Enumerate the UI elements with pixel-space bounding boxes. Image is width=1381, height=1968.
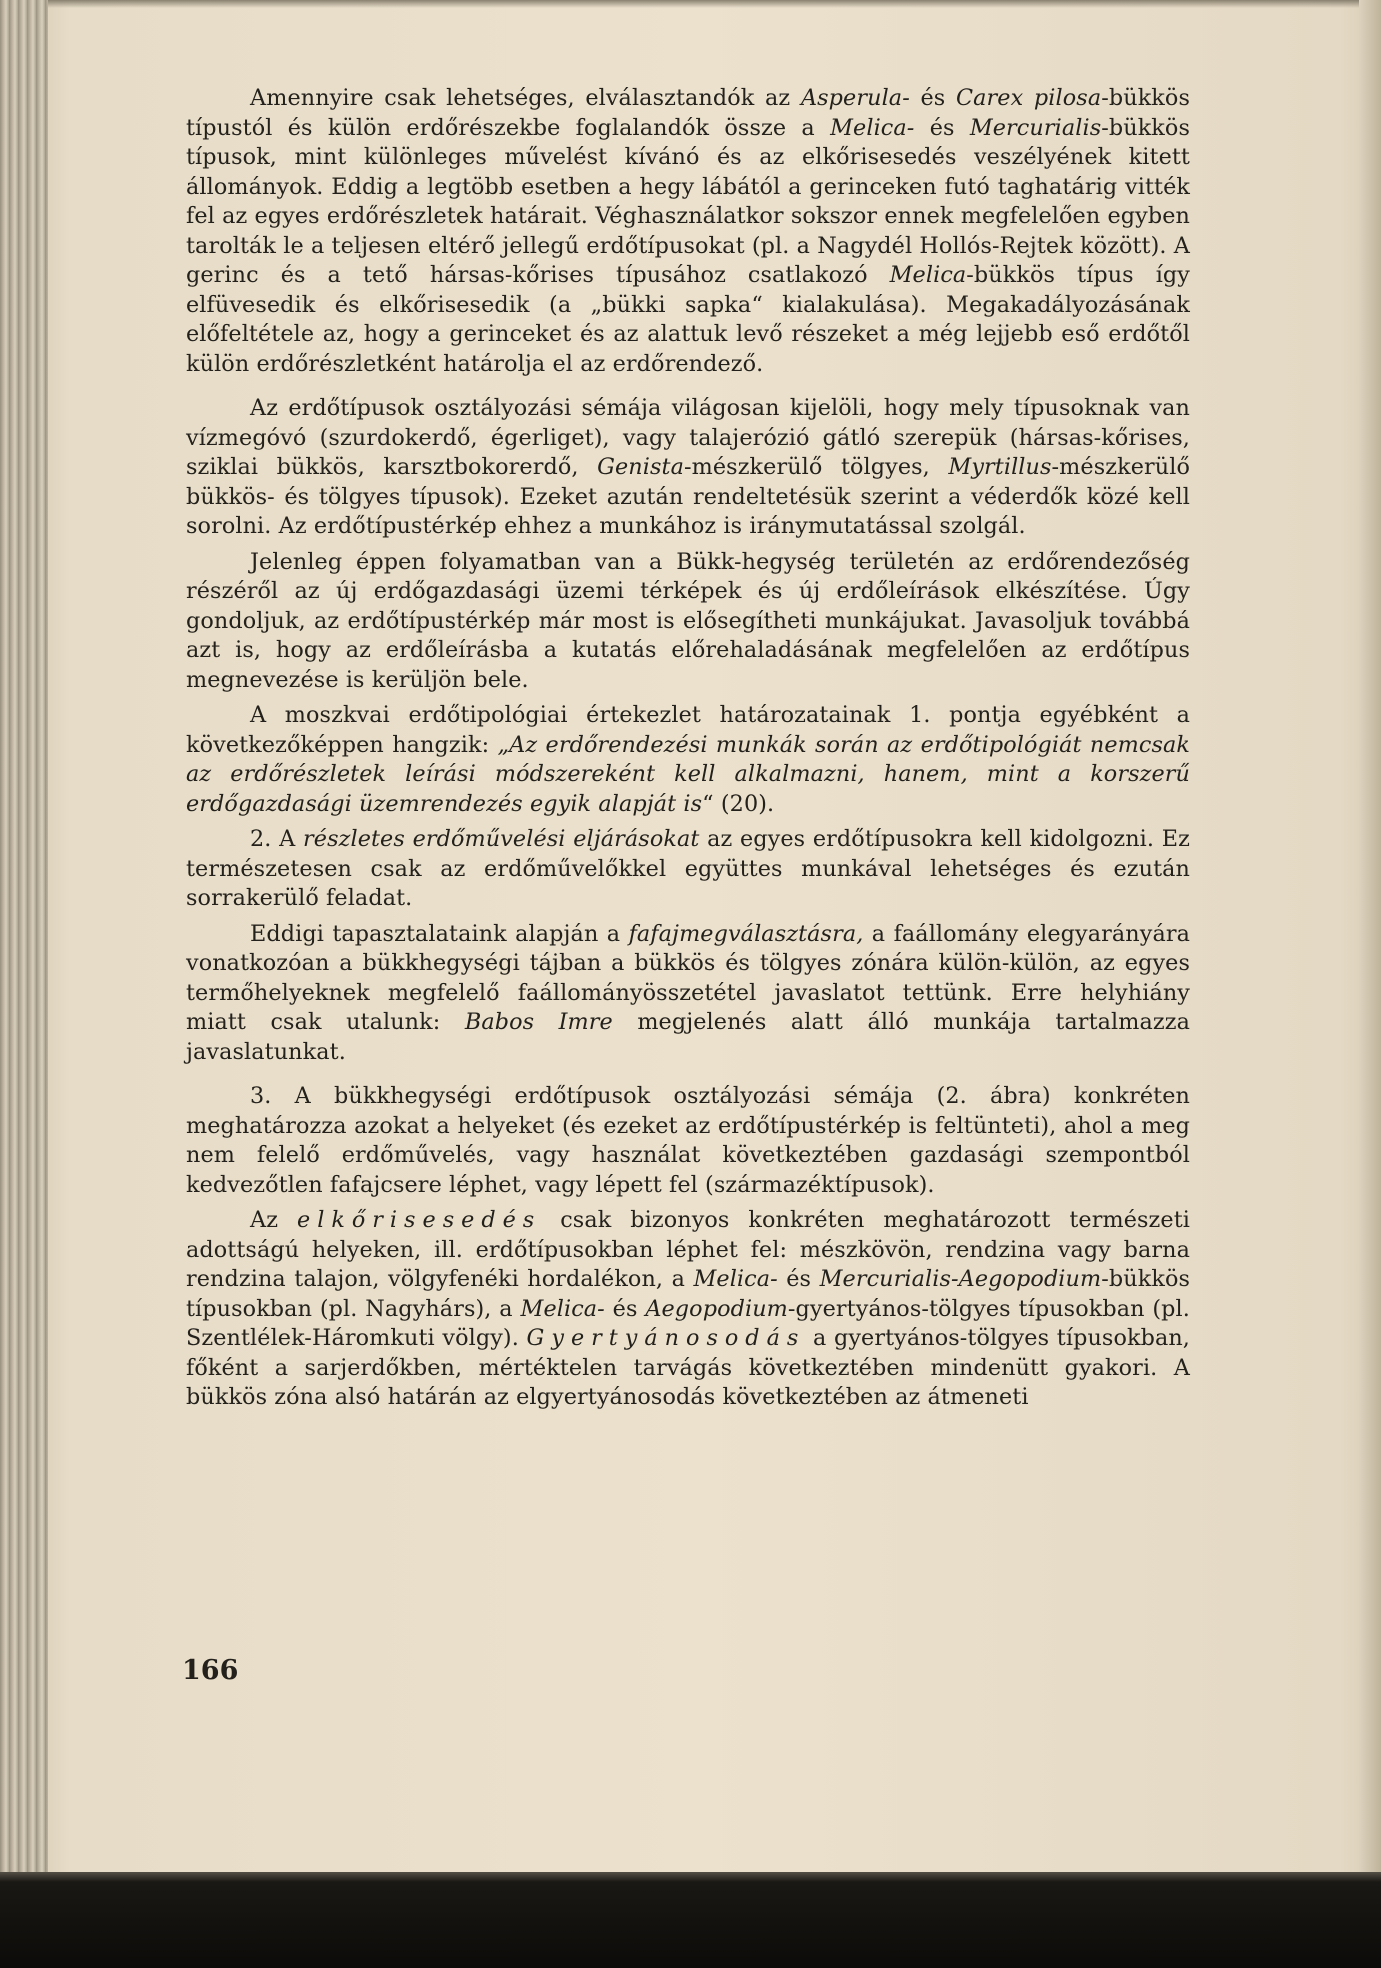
text-run: és [604, 1295, 646, 1322]
paragraph [186, 84, 1190, 379]
text-run: és [914, 114, 970, 141]
paragraph [186, 1082, 1190, 1200]
text-run: és [909, 85, 956, 111]
scan-bottom-edge [0, 1872, 1381, 1968]
text-run: Jelenleg éppen folyamatban van a Bükk-hegység területén az erdőrendezőség részéről az új erdőgazdasági üzemi térképek és új erdőleírások elkészítése. Úgy gondoljuk, az erdőtípustérkép már most is elősegítheti munkájukat. Javasoljuk továbbá azt is, hogy az erdőleírásba a kutatás előrehaladásának megfelelően az erdőtípus megnevezése is kerüljön bele. [186, 548, 1190, 693]
text-run: Az erdőtípusok osztályozási sémája világosan kijelöli, hogy mely típusoknak van vízmegóvó (szurdokerdő, égerliget), vagy talajerózió gátló szerepük (hársas-kőrises, sziklai bükkös, karsztbokorerdő, [186, 395, 1190, 480]
book-spine-gutter [0, 0, 48, 1968]
page-top-shadow [48, 0, 1359, 8]
spaced-emphasis-text: elkőrisesedés [297, 1207, 542, 1233]
text-run: -bükkös típusok, mint különleges művelést kívánó és az elkőrisesedés veszélyének kitett állományok. Eddig a legtöbb esetben a hegy lábától a gerinceken futó taghatárig vitték fel az egyes erdőrészletek határait. Véghasználatkor sokszor ennek megfelelően egyben tarolták le a teljesen eltérő jellegű erdőtípusokat (pl. a Nagydél Hollós-Rejtek között). A gerinc és a tető hársas-kőrises típusához csatlakozó [186, 114, 1190, 288]
text-run: Az [250, 1207, 297, 1233]
italic-text: Melica [889, 262, 967, 288]
page-right-edge [1359, 0, 1381, 1968]
paragraph [186, 825, 1190, 914]
text-run: és [777, 1266, 820, 1292]
italic-text: Melica- [520, 1295, 605, 1322]
text-run: -bükkös típustól és külön erdőrészekbe foglalandók össze a [186, 85, 1190, 141]
text-run: Amennyire csak lehetséges, elválasztandók az [250, 85, 801, 111]
paragraph [186, 548, 1190, 696]
italic-text: Asperula- [800, 85, 910, 111]
body-text [186, 84, 1190, 1413]
page-number: 166 [182, 1655, 239, 1686]
paragraph [186, 1206, 1190, 1413]
italic-text: Babos Imre [464, 1009, 613, 1035]
paragraph [186, 701, 1190, 819]
text-run: Eddigi tapasztalataink alapján a [250, 920, 629, 947]
italic-text: Aegopodium [645, 1295, 788, 1322]
paragraph [186, 920, 1190, 1068]
text-run: -bükkös típus így elfüvesedik és elkőrisesedik (a „bükki sapka“ kialakulása). Megakadályozásának előfeltétele az, hogy a gerinceket és az alattuk levő részeket a még lejjebb eső erdőtől külön erdőrészletként határolja el az erdőrendező. [186, 262, 1190, 377]
text-run: a gyertyános-tölgyes típusokban, főként a sarjerdőkben, mértéktelen tarvágás következtében mindenütt gyakori. A bükkös zóna alsó határán az elgyertyánosodás következtében az átmeneti [186, 1325, 1190, 1410]
text-run: megjelenés alatt álló munkája tartalmazza javaslatunkat. [186, 1009, 1190, 1065]
text-run: csak bizonyos konkréten meghatározott természeti adottságú helyeken, ill. erdőtípusokban léphet fel: mészkövön, rendzina vagy barna rendzina talajon, völgyfenéki hordalékon, a [186, 1207, 1190, 1292]
italic-text: fafajmegválasztásra, [628, 920, 864, 947]
italic-text: Melica- [830, 114, 915, 141]
text-run: -mészkerülő tölgyes, [684, 454, 949, 480]
text-run: -gyertyános-tölgyes típusokban (pl. Szentlélek-Háromkuti völgy). [186, 1295, 1190, 1351]
italic-text: Mercurialis [969, 114, 1102, 141]
spaced-emphasis-text: Gyertyánosodás [526, 1325, 806, 1351]
text-run: -mészkerülő bükkös- és tölgyes típusok). Ezeket azután rendeltetésük szerint a véderdők közé kell sorolni. Az erdőtípustérkép ehhez a munkához is iránymutatással szolgál. [186, 454, 1190, 539]
italic-text: Melica- [693, 1266, 778, 1292]
italic-text: Myrtillus [948, 454, 1052, 480]
text-run: 3. A bükkhegységi erdőtípusok osztályozási sémája (2. ábra) konkréten meghatározza azokat a helyeket (és ezeket az erdőtípustérkép is feltünteti), ahol a meg nem felelő erdőművelés, vagy használat következtében gazdasági szempontból kedvezőtlen fafajcsere léphet, vagy lépett fel (származéktípusok). [186, 1083, 1190, 1198]
text-run: 2. A [250, 826, 304, 852]
paragraph [186, 394, 1190, 542]
italic-text: Mercurialis-Aegopodium [819, 1266, 1102, 1292]
text-run: -bükkös típusokban (pl. Nagyhárs), a [186, 1266, 1191, 1322]
text-run: a faállomány elegyarányára vonatkozóan a bükkhegységi tájban a bükkös és tölgyes zónára külön-külön, az egyes termőhelyeknek megfelelő faállományösszetétel javaslatot tettünk. Erre helyhiány miatt csak utalunk: [186, 920, 1190, 1035]
italic-text: Genista [597, 454, 684, 480]
text-run: A moszkvai erdőtipológiai értekezlet határozatainak 1. pontja egyébként a következőképpen hangzik: [186, 702, 1190, 758]
text-run: az egyes erdőtípusokra kell kidolgozni. Ez természetesen csak az erdőművelőkkel együttes munkával lehetséges és ezután sorrakerülő feladat. [186, 826, 1190, 911]
italic-text: részletes erdőművelési eljárásokat [303, 826, 700, 852]
italic-text: Carex pilosa [955, 85, 1102, 111]
italic-text: „Az erdőrendezési munkák során az erdőtipológiát nemcsak az erdőrészletek leírási módszereként kell alkalmazni, hanem, mint a korszerű erdőgazdasági üzemrendezés egyik alapját is [186, 731, 1191, 817]
text-run: “ (20). [702, 790, 775, 817]
